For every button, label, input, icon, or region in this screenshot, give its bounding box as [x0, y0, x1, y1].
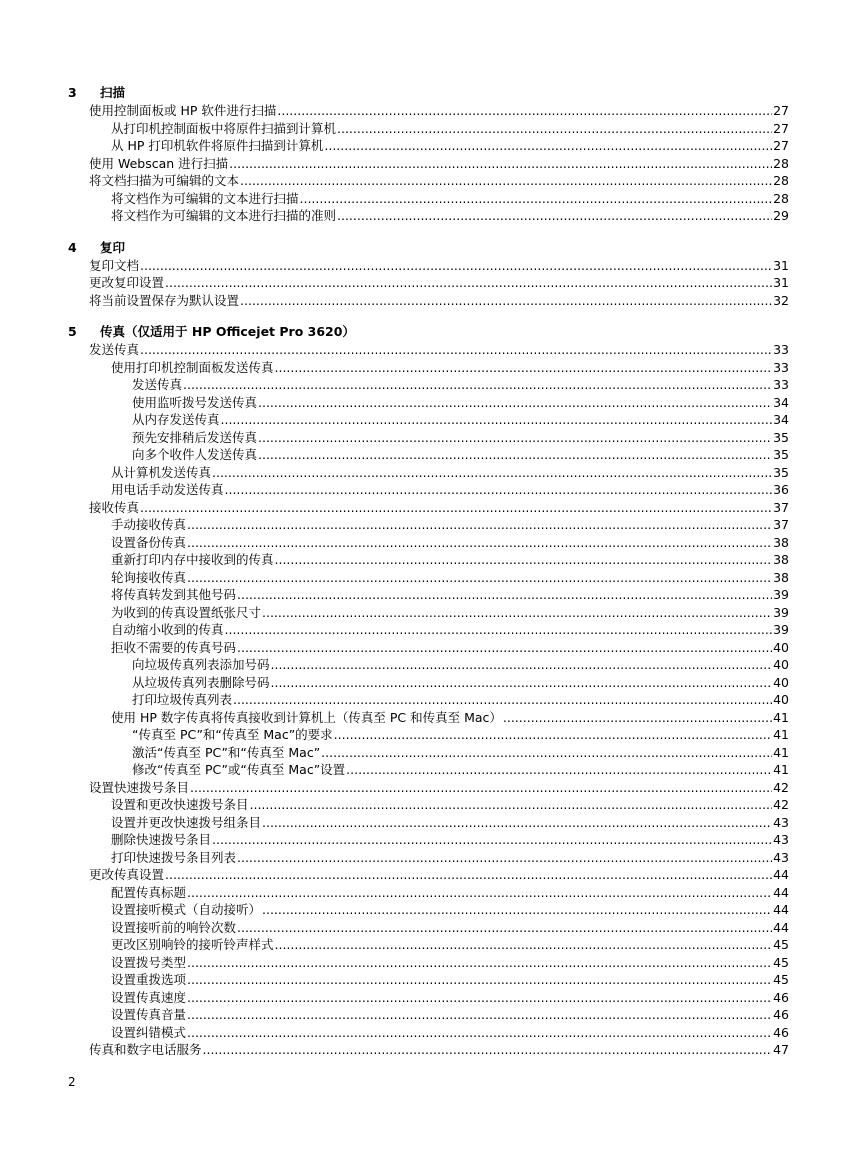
toc-entry-title: 发送传真 — [89, 342, 140, 357]
dot-leader — [237, 919, 772, 937]
toc-entry[interactable] — [68, 849, 789, 867]
toc-entry[interactable] — [68, 429, 789, 447]
toc-entry[interactable] — [68, 102, 789, 120]
toc-entry-page: 45 — [773, 972, 789, 987]
toc-entry-title: 设置并更改快速拨号组条目 — [111, 814, 262, 830]
dot-leader — [337, 207, 772, 225]
toc-entry-page: 45 — [773, 954, 789, 970]
toc-entry-title: 使用控制面板或 HP 软件进行扫描 — [89, 103, 277, 118]
toc-entry-page: 39 — [773, 622, 789, 637]
dot-leader — [300, 190, 773, 208]
toc-entry-title: 修改“传真至 PC”或“传真至 Mac”设置 — [132, 762, 346, 777]
toc-entry-page: 41 — [773, 727, 789, 742]
toc-entry-title: 配置传真标题 — [111, 884, 187, 900]
toc-entry-title: 设置接听模式（自动接听） — [111, 902, 262, 917]
toc-entry-title: 打印垃圾传真列表 — [132, 692, 233, 707]
toc-entry[interactable] — [68, 394, 789, 412]
dot-leader — [277, 102, 772, 120]
toc-entry-page: 39 — [773, 587, 789, 602]
dot-leader — [165, 274, 772, 292]
toc-entry[interactable] — [68, 274, 789, 292]
toc-entry-page: 35 — [773, 429, 789, 445]
toc-entry-title: 将文档作为可编辑的文本进行扫描的准则 — [111, 208, 337, 223]
dot-leader — [187, 989, 772, 1007]
toc-entry[interactable] — [68, 464, 789, 482]
dot-leader — [140, 341, 772, 359]
toc-entry[interactable] — [68, 831, 789, 849]
toc-entry-title: 更改复印设置 — [89, 275, 165, 290]
toc-entry-title: 自动缩小收到的传真 — [111, 622, 224, 637]
dot-leader — [271, 656, 773, 674]
toc-entry-page: 43 — [773, 814, 789, 830]
toc-entry[interactable] — [68, 481, 789, 499]
toc-entry[interactable] — [68, 901, 789, 919]
dot-leader — [165, 866, 772, 884]
toc-entry[interactable] — [68, 359, 789, 377]
dot-leader — [233, 691, 772, 709]
toc-entry-title: 更改区别响铃的接听铃声样式 — [111, 937, 274, 952]
chapter-title: 扫描 — [100, 85, 126, 100]
toc-entry-title: 从打印机控制面板中将原件扫描到计算机 — [111, 120, 337, 136]
toc-entry-page: 47 — [773, 1042, 789, 1057]
toc-entry-page: 44 — [773, 902, 789, 917]
dot-leader — [140, 257, 772, 275]
dot-leader — [187, 954, 772, 972]
toc-entry-page: 44 — [773, 884, 789, 900]
toc-entry-page: 46 — [773, 1007, 789, 1022]
dot-leader — [212, 831, 772, 849]
dot-leader — [183, 376, 772, 394]
toc-entry-page: 38 — [773, 534, 789, 550]
toc-entry-title: 激活“传真至 PC”和“传真至 Mac” — [132, 744, 321, 760]
toc-entry[interactable] — [68, 586, 789, 604]
toc-entry[interactable] — [68, 446, 789, 464]
toc-entry-title: 将文档作为可编辑的文本进行扫描 — [111, 190, 299, 206]
toc-entry-page: 46 — [773, 1024, 789, 1040]
dot-leader — [237, 849, 772, 867]
dot-leader — [221, 411, 773, 429]
toc-entry-page: 46 — [773, 989, 789, 1005]
dot-leader — [225, 621, 773, 639]
toc-entry[interactable] — [68, 569, 789, 587]
toc-entry-title: 轮询接收传真 — [111, 569, 187, 585]
dot-leader — [187, 569, 772, 587]
toc-entry-page: 31 — [773, 257, 789, 273]
toc-entry-title: 设置和更改快速拨号条目 — [111, 797, 249, 812]
toc-entry-page: 42 — [773, 779, 789, 795]
toc-entry-title: “传真至 PC”和“传真至 Mac”的要求 — [132, 727, 333, 742]
toc-entry-page: 35 — [773, 447, 789, 462]
toc-entry[interactable] — [68, 341, 789, 359]
toc-entry-page: 33 — [773, 377, 789, 392]
toc-chapter — [68, 239, 789, 310]
dot-leader — [262, 814, 772, 832]
dot-leader — [190, 779, 772, 797]
dot-leader — [237, 639, 772, 657]
toc-entry-page: 44 — [773, 867, 789, 882]
toc-entry[interactable] — [68, 1006, 789, 1024]
chapter-title: 复印 — [100, 239, 126, 255]
toc-entry[interactable] — [68, 971, 789, 989]
toc-entry-page: 41 — [773, 709, 789, 725]
toc-entry-title: 使用 Webscan 进行扫描 — [89, 155, 229, 171]
page-number: 2 — [68, 1075, 76, 1089]
toc-entry-title: 重新打印内存中接收到的传真 — [111, 552, 274, 567]
dot-leader — [275, 551, 773, 569]
toc-chapter — [68, 323, 789, 1059]
toc-entry-page: 28 — [773, 173, 789, 188]
toc-entry-title: 向多个收件人发送传真 — [132, 447, 258, 462]
toc-entry-page: 28 — [773, 155, 789, 171]
toc-entry-page: 36 — [773, 482, 789, 497]
toc-entry[interactable] — [68, 292, 789, 310]
chapter-heading[interactable] — [68, 323, 789, 341]
chapter-number: 4 — [68, 239, 77, 255]
toc-entry-page: 27 — [773, 120, 789, 136]
toc-entry-page: 27 — [773, 138, 789, 153]
toc-entry-page: 37 — [773, 499, 789, 515]
dot-leader — [262, 604, 772, 622]
toc-chapter — [68, 84, 789, 225]
toc-entry-title: 设置快速拨号条目 — [89, 779, 190, 795]
toc-entry-title: 从垃圾传真列表删除号码 — [132, 674, 270, 690]
toc-entry-title: 用电话手动发送传真 — [111, 482, 224, 497]
toc-entry[interactable] — [68, 190, 789, 208]
dot-leader — [503, 709, 772, 727]
toc-entry[interactable] — [68, 621, 789, 639]
toc-entry[interactable] — [68, 919, 789, 937]
toc-entry[interactable] — [68, 120, 789, 138]
toc-entry[interactable] — [68, 989, 789, 1007]
toc-entry[interactable] — [68, 376, 789, 394]
toc-entry-title: 从计算机发送传真 — [111, 464, 212, 480]
dot-leader — [187, 884, 772, 902]
toc-entry-title: 设置重拨选项 — [111, 972, 187, 987]
toc-entry-title: 设置接听前的响铃次数 — [111, 919, 237, 935]
toc-entry-page: 40 — [773, 674, 789, 690]
toc-entry[interactable] — [68, 137, 789, 155]
chapter-heading[interactable] — [68, 84, 789, 102]
toc-entry[interactable] — [68, 499, 789, 517]
toc-entry[interactable] — [68, 691, 789, 709]
dot-leader — [275, 936, 773, 954]
toc-entry[interactable] — [68, 761, 789, 779]
toc-entry[interactable] — [68, 744, 789, 762]
dot-leader — [203, 1041, 773, 1059]
dot-leader — [240, 292, 772, 310]
toc-entry-page: 40 — [773, 639, 789, 655]
chapter-heading[interactable] — [68, 239, 789, 257]
toc-entry[interactable] — [68, 534, 789, 552]
toc-entry[interactable] — [68, 551, 789, 569]
toc-entry-page: 42 — [773, 797, 789, 812]
toc-entry-title: 从内存发送传真 — [132, 412, 220, 427]
toc-entry[interactable] — [68, 172, 789, 190]
toc-entry-page: 40 — [773, 692, 789, 707]
dot-leader — [187, 1024, 772, 1042]
toc-entry-page: 28 — [773, 190, 789, 206]
toc-entry[interactable] — [68, 726, 789, 744]
toc-entry-page: 32 — [773, 292, 789, 308]
dot-leader — [258, 394, 772, 412]
toc-entry[interactable] — [68, 155, 789, 173]
dot-leader — [258, 429, 772, 447]
toc-entry-title: 向垃圾传真列表添加号码 — [132, 657, 270, 672]
toc-entry-page: 41 — [773, 744, 789, 760]
toc-entry-page: 34 — [773, 412, 789, 427]
toc-entry[interactable] — [68, 1041, 789, 1059]
toc-entry[interactable] — [68, 604, 789, 622]
toc-entry-page: 45 — [773, 937, 789, 952]
dot-leader — [212, 464, 772, 482]
toc-entry-page: 37 — [773, 517, 789, 532]
table-of-contents — [68, 84, 789, 1073]
toc-entry-title: 设置备份传真 — [111, 534, 187, 550]
toc-entry-page: 34 — [773, 394, 789, 410]
toc-entry[interactable] — [68, 656, 789, 674]
dot-leader — [237, 586, 772, 604]
dot-leader — [229, 155, 772, 173]
toc-entry-title: 复印文档 — [89, 257, 140, 273]
toc-entry-title: 拒收不需要的传真号码 — [111, 639, 237, 655]
toc-entry-title: 将当前设置保存为默认设置 — [89, 292, 240, 308]
toc-entry-page: 39 — [773, 604, 789, 620]
dot-leader — [275, 359, 773, 377]
dot-leader — [187, 971, 772, 989]
dot-leader — [262, 901, 772, 919]
toc-entry-page: 40 — [773, 657, 789, 672]
toc-entry[interactable] — [68, 257, 789, 275]
dot-leader — [250, 796, 773, 814]
toc-entry[interactable] — [68, 411, 789, 429]
toc-entry-page: 41 — [773, 762, 789, 777]
toc-entry-page: 43 — [773, 849, 789, 865]
toc-entry-title: 从 HP 打印机软件将原件扫描到计算机 — [111, 138, 324, 153]
toc-entry-title: 打印快速拨号条目列表 — [111, 849, 237, 865]
toc-entry-title: 预先安排稍后发送传真 — [132, 429, 258, 445]
dot-leader — [334, 726, 772, 744]
toc-entry[interactable] — [68, 709, 789, 727]
toc-entry-title: 设置拨号类型 — [111, 954, 187, 970]
dot-leader — [187, 534, 772, 552]
toc-entry-title: 将文档扫描为可编辑的文本 — [89, 173, 240, 188]
toc-entry-page: 33 — [773, 342, 789, 357]
toc-entry-page: 38 — [773, 569, 789, 585]
toc-entry-page: 31 — [773, 275, 789, 290]
toc-entry-page: 33 — [773, 359, 789, 375]
dot-leader — [324, 137, 772, 155]
toc-entry-title: 更改传真设置 — [89, 867, 165, 882]
toc-entry-title: 设置传真音量 — [111, 1007, 187, 1022]
toc-entry-page: 35 — [773, 464, 789, 480]
toc-entry-page: 43 — [773, 832, 789, 847]
toc-entry-title: 传真和数字电话服务 — [89, 1042, 202, 1057]
toc-entry-title: 为收到的传真设置纸张尺寸 — [111, 604, 262, 620]
toc-entry-title: 设置传真速度 — [111, 989, 187, 1005]
dot-leader — [225, 481, 773, 499]
toc-entry[interactable] — [68, 207, 789, 225]
toc-entry-page: 44 — [773, 919, 789, 935]
toc-entry[interactable] — [68, 1024, 789, 1042]
toc-entry[interactable] — [68, 639, 789, 657]
toc-entry-title: 删除快速拨号条目 — [111, 832, 212, 847]
toc-entry[interactable] — [68, 796, 789, 814]
toc-entry-page: 29 — [773, 208, 789, 223]
toc-entry[interactable] — [68, 954, 789, 972]
chapter-number: 3 — [68, 85, 77, 100]
dot-leader — [187, 516, 772, 534]
toc-entry-page: 27 — [773, 103, 789, 118]
toc-entry-title: 手动接收传真 — [111, 517, 187, 532]
toc-entry[interactable] — [68, 884, 789, 902]
toc-entry[interactable] — [68, 814, 789, 832]
toc-entry-page: 38 — [773, 552, 789, 567]
dot-leader — [346, 761, 772, 779]
toc-entry-title: 发送传真 — [132, 377, 183, 392]
dot-leader — [271, 674, 773, 692]
toc-entry-title: 设置纠错模式 — [111, 1024, 187, 1040]
toc-entry[interactable] — [68, 936, 789, 954]
toc-entry-title: 将传真转发到其他号码 — [111, 587, 237, 602]
dot-leader — [140, 499, 772, 517]
toc-entry-title: 接收传真 — [89, 499, 140, 515]
toc-entry-title: 使用打印机控制面板发送传真 — [111, 359, 274, 375]
toc-entry[interactable] — [68, 674, 789, 692]
toc-entry[interactable] — [68, 779, 789, 797]
dot-leader — [240, 172, 772, 190]
toc-entry-title: 使用监听拨号发送传真 — [132, 394, 258, 410]
dot-leader — [337, 120, 772, 138]
chapter-number: 5 — [68, 324, 77, 339]
toc-entry[interactable] — [68, 866, 789, 884]
toc-entry[interactable] — [68, 516, 789, 534]
chapter-title: 传真（仅适用于 HP Officejet Pro 3620） — [100, 324, 355, 339]
toc-entry-title: 使用 HP 数字传真将传真接收到计算机上（传真至 PC 和传真至 Mac） — [111, 709, 502, 725]
dot-leader — [321, 744, 772, 762]
dot-leader — [258, 446, 772, 464]
dot-leader — [187, 1006, 772, 1024]
